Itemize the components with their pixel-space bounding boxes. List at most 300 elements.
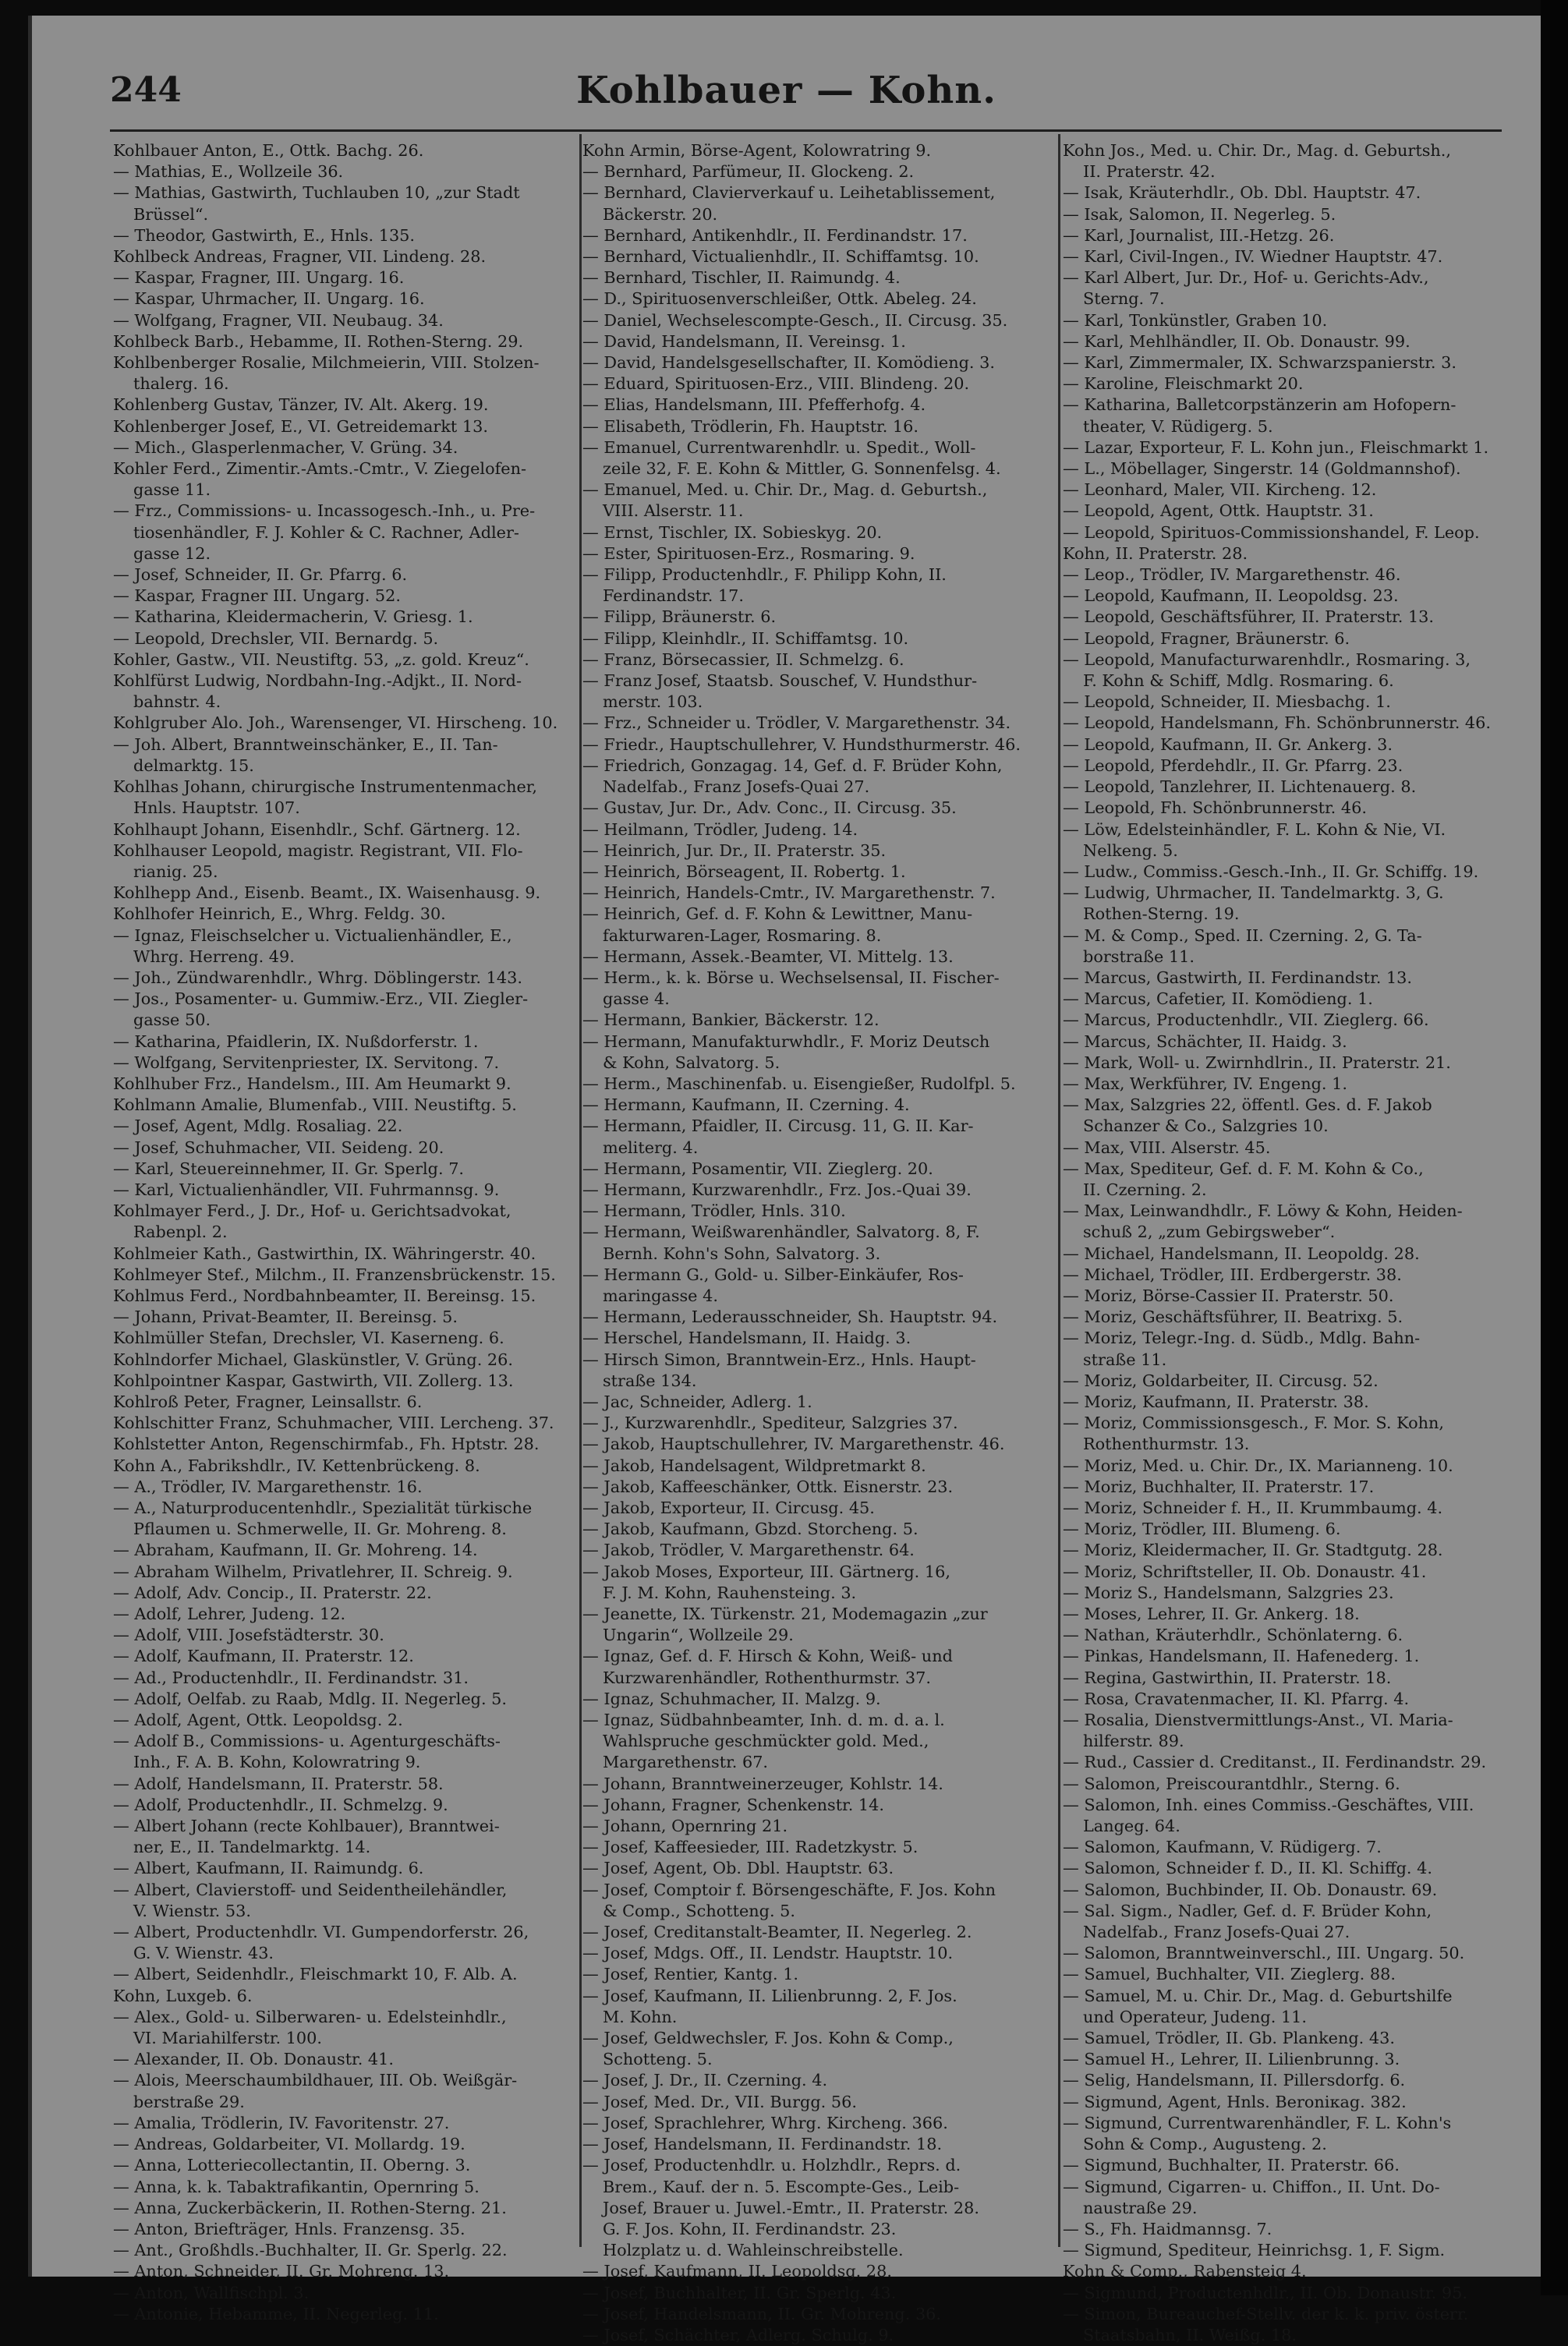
directory-entry-line: Bernh. Kohn's Sohn, Salvatorg. 3. — [603, 1244, 881, 1263]
directory-entry-line: — Josef, Creditanstalt-Beamter, II. Negerleg. 2. — [582, 1923, 972, 1942]
directory-entry-line: — Sal. Sigm., Nadler, Gef. d. F. Brüder Kohn, — [1063, 1901, 1432, 1920]
directory-entry-line: — Rud., Cassier d. Creditanst., II. Ferdinandstr. 29. — [1063, 1753, 1487, 1772]
directory-entry-line: — Frz., Schneider u. Trödler, V. Margarethenstr. 34. — [582, 713, 1011, 733]
directory-entry-line: — Albert, Kaufmann, II. Raimundg. 6. — [113, 1859, 424, 1878]
directory-entry-line: — Josef, Med. Dr., VII. Burgg. 56. — [582, 2092, 857, 2111]
directory-entry-line: — Mathias, Gastwirth, Tuchlauben 10, „zur Stadt — [113, 183, 520, 203]
directory-entry-line: — Elias, Handelsmann, III. Pfefferhofg. 4. — [582, 395, 926, 415]
directory-entry-line: — M. & Comp., Sped. II. Czerning. 2, G. Ta- — [1063, 925, 1422, 945]
directory-entry-line: — Leop., Trödler, IV. Margarethenstr. 46. — [1063, 565, 1401, 585]
directory-entry-line: VI. Mariahilferstr. 100. — [133, 2029, 322, 2048]
directory-entry-line: Kohlhauser Leopold, magistr. Registrant, VII. Flo- — [113, 840, 523, 860]
directory-entry-line: — Josef, Rentier, Kantg. 1. — [582, 1965, 799, 1984]
directory-entry-line: — Leopold, Handelsmann, Fh. Schönbrunnerstr. 46. — [1063, 713, 1491, 733]
directory-page — [28, 16, 1541, 2344]
directory-entry-line: — Josef, Schneider, II. Gr. Pfarrg. 6. — [113, 565, 408, 585]
directory-entry-line: Kohlgruber Alo. Joh., Warensenger, VI. Hirscheng. 10. — [113, 713, 558, 733]
directory-entry-line: Sohn & Comp., Augusteng. 2. — [1083, 2135, 1327, 2154]
directory-entry-line: Kohlhaupt Johann, Eisenhdlr., Schf. Gärtnerg. 12. — [113, 819, 521, 839]
directory-entry-line: — Marcus, Productenhdlr., VII. Zieglerg. 66. — [1063, 1010, 1429, 1030]
directory-entry-line: Schotteng. 5. — [603, 2050, 713, 2069]
directory-entry-line: — Heinrich, Jur. Dr., II. Praterstr. 35. — [582, 840, 887, 860]
directory-entry-line: delmarktg. 15. — [133, 755, 254, 775]
directory-entry-line: Kohlmus Ferd., Nordbahnbeamter, II. Bereinsg. 15. — [113, 1286, 536, 1305]
directory-entry-line: Kohn Jos., Med. u. Chir. Dr., Mag. d. Geburtsh., — [1063, 141, 1451, 160]
directory-entry-line: — Moriz, Goldarbeiter, II. Circusg. 52. — [1063, 1371, 1379, 1390]
directory-entry-line: Nadelfab., Franz Josefs-Quai 27. — [603, 777, 870, 797]
directory-entry-line: — Hermann, Lederausschneider, Sh. Hauptstr. 94. — [582, 1307, 998, 1327]
directory-entry-line: — Max, Spediteur, Gef. d. F. M. Kohn & Co., — [1063, 1159, 1424, 1178]
directory-entry-line: merstr. 103. — [603, 692, 703, 712]
directory-entry-line: — Leopold, Manufacturwarenhdlr., Rosmaring. 3, — [1063, 649, 1471, 669]
directory-entry-line: — J., Kurzwarenhdlr., Spediteur, Salzgries 37. — [582, 1414, 958, 1433]
directory-entry-line: — Moriz, Schriftsteller, II. Ob. Donaustr. 41. — [1063, 1562, 1427, 1581]
directory-entry-line: — Karl, Victualienhändler, VII. Fuhrmannsg. 9. — [113, 1180, 500, 1199]
directory-entry-line: fakturwaren-Lager, Rosmaring. 8. — [603, 925, 882, 945]
directory-entry-line: — Sigmund, Agent, Hnls. Beroniкag. 382. — [1063, 2092, 1407, 2111]
directory-entry-line: straße 134. — [603, 1371, 697, 1390]
directory-entry-line: — Selig, Handelsmann, II. Pillersdorfg. 6. — [1063, 2071, 1406, 2090]
directory-entry-line: Rothenthurmstr. 13. — [1083, 1435, 1250, 1454]
page-header — [32, 62, 1541, 125]
directory-entry-line: — Moriz, Trödler, III. Blumeng. 6. — [1063, 1520, 1341, 1539]
directory-entry-line: — Lazar, Exporteur, F. L. Kohn jun., Fleischmarkt 1. — [1063, 437, 1489, 457]
directory-entry-line: — Josef, Schächter, Adlerg. Schulg. 9. — [582, 2325, 894, 2344]
directory-entry-line: — Leopold, Fh. Schönbrunnerstr. 46. — [1063, 798, 1367, 818]
directory-entry-line: — Josef, Kaffeesieder, III. Radetzkystr. 5. — [582, 1838, 919, 1857]
directory-entry-line: — Löw, Edelsteinhändler, F. L. Kohn & Nie, VI. — [1063, 819, 1446, 839]
directory-entry-line: — Leopold, Fragner, Bräunerstr. 6. — [1063, 628, 1350, 648]
directory-entry-line: — Rosalia, Dienstvermittlungs-Anst., VI. Maria- — [1063, 1711, 1453, 1730]
directory-entry-line: — Karl, Civil-Ingen., IV. Wiedner Hauptstr. 47. — [1063, 247, 1443, 267]
directory-entry-line: Kohlfürst Ludwig, Nordbahn-Ing.-Adjkt., II. Nord- — [113, 671, 522, 691]
directory-entry-line: — Amalia, Trödlerin, IV. Favoritenstr. 27. — [113, 2113, 450, 2132]
directory-entry-line: — Karl, Steuereinnehmer, II. Gr. Sperlg. 7. — [113, 1159, 465, 1178]
directory-entry-line: — Abraham, Kaufmann, II. Gr. Mohreng. 14. — [113, 1541, 478, 1560]
directory-entry-line: — Salomon, Schneider f. D., II. Kl. Schiffg. 4. — [1063, 1859, 1432, 1878]
directory-entry-line: — David, Handelsgesellschafter, II. Komödieng. 3. — [582, 353, 995, 373]
directory-entry-line: — Anton, Schneider, II. Gr. Mohreng. 13. — [113, 2262, 450, 2281]
directory-entry-line: — Adolf, Handelsmann, II. Praterstr. 58. — [113, 1774, 444, 1793]
directory-entry-line: — Moriz, Börse-Cassier II. Praterstr. 50. — [1063, 1286, 1394, 1305]
directory-entry-line: — Salomon, Inh. eines Commiss.-Geschäftes, VIII. — [1063, 1795, 1474, 1814]
directory-entry-line: — Wolfgang, Servitenpriester, IX. Servitong. 7. — [113, 1053, 500, 1072]
directory-entry-line: gasse 4. — [603, 989, 670, 1009]
directory-entry-line: — Samuel, Trödler, II. Gb. Plankeng. 43. — [1063, 2029, 1395, 2048]
directory-entry-line: — Jakob, Trödler, V. Margarethenstr. 64. — [582, 1541, 915, 1560]
directory-entry-line: — Jakob, Exporteur, II. Circusg. 45. — [582, 1499, 875, 1517]
directory-entry-line: — L., Möbellager, Singerstr. 14 (Goldmannshof). — [1063, 459, 1461, 479]
scan-edge — [1541, 0, 1568, 2295]
directory-entry-line: — Karl Albert, Jur. Dr., Hof- u. Gerichts-Adv., — [1063, 268, 1429, 288]
directory-entry-line: II. Praterstr. 42. — [1083, 162, 1216, 182]
directory-entry-line: — Moses, Lehrer, II. Gr. Ankerg. 18. — [1063, 1605, 1360, 1624]
page-number: 244 — [110, 70, 182, 110]
directory-entry-line: — Heinrich, Gef. d. F. Kohn & Lewittner, Manu- — [582, 904, 973, 924]
directory-entry-line: — Anna, Lotteriecollectantin, II. Oberng. 3. — [113, 2156, 471, 2175]
directory-entry-line: — Theodor, Gastwirth, E., Hnls. 135. — [113, 225, 416, 245]
directory-entry-line: — Moriz, Kleidermacher, II. Gr. Stadtgutg. 28. — [1063, 1541, 1443, 1560]
directory-entry-line: — Moriz, Kaufmann, II. Praterstr. 38. — [1063, 1392, 1369, 1411]
directory-entry-line: hilferstr. 89. — [1083, 1732, 1184, 1751]
directory-entry-line: — Leopold, Schneider, II. Miesbachg. 1. — [1063, 692, 1391, 712]
directory-entry-line: — Max, Werkführer, IV. Engeng. 1. — [1063, 1074, 1347, 1093]
directory-entry-line: — Joh., Zündwarenhdlr., Whrg. Döblingerstr. 143. — [113, 968, 522, 987]
directory-entry-line: Kohler, Gastw., VII. Neustiftg. 53, „z. gold. Kreuz“. — [113, 649, 529, 669]
directory-entry-line: Langeg. 64. — [1083, 1817, 1180, 1836]
directory-entry-line: — Bernhard, Antikenhdlr., II. Ferdinandstr. 17. — [582, 225, 968, 245]
directory-entry-line: — Ignaz, Schuhmacher, II. Malzg. 9. — [582, 1689, 881, 1708]
directory-entry-line: und Operateur, Judeng. 11. — [1083, 2007, 1308, 2026]
directory-entry-line: Kohlenberger Josef, E., VI. Getreidemarkt 13. — [113, 416, 488, 436]
directory-entry-line: — Andreas, Goldarbeiter, VI. Mollardg. 19. — [113, 2135, 465, 2154]
column-1 — [113, 140, 581, 2323]
directory-entry-line: rianig. 25. — [133, 862, 218, 881]
directory-entry-line: — Katharina, Pfaidlerin, IX. Nußdorferstr. 1. — [113, 1031, 479, 1051]
directory-entry-line: — Frz., Commissions- u. Incassogesch.-Inh., u. Pre- — [113, 501, 536, 521]
directory-entry-line: — Michael, Handelsmann, II. Leopoldg. 28. — [1063, 1244, 1420, 1263]
directory-entry-line: — Filipp, Bräunerstr. 6. — [582, 607, 777, 627]
directory-entry-line: — Karl, Mehlhändler, II. Ob. Donaustr. 99. — [1063, 331, 1410, 351]
directory-entry-line: G. V. Wienstr. 43. — [133, 1944, 274, 1963]
directory-entry-line: Whrg. Herreng. 49. — [133, 947, 295, 966]
directory-entry-line: Kohlstetter Anton, Regenschirmfab., Fh. Hptstr. 28. — [113, 1435, 540, 1454]
directory-entry-line: — Moriz, Commissionsgesch., F. Mor. S. Kohn, — [1063, 1414, 1444, 1433]
directory-entry-line: theater, V. Rüdigerg. 5. — [1083, 416, 1273, 436]
directory-entry-line: — Hermann, Pfaidler, II. Circusg. 11, G. II. Kar- — [582, 1116, 974, 1136]
directory-entry-line: — Adolf, Kaufmann, II. Praterstr. 12. — [113, 1647, 414, 1666]
directory-entry-line: Josef, Brauer u. Juwel.-Emtr., II. Praterstr. 28. — [603, 2198, 979, 2217]
directory-entry-line: — Heinrich, Börseagent, II. Robertg. 1. — [582, 862, 906, 881]
directory-entry-line: — Eduard, Spirituosen-Erz., VIII. Blindeng. 20. — [582, 374, 970, 394]
directory-entry-line: — Marcus, Cafetier, II. Komödieng. 1. — [1063, 989, 1373, 1009]
directory-entry-line: — Friedrich, Gonzagag. 14, Gef. d. F. Brüder Kohn, — [582, 755, 1003, 775]
directory-entry-line: Wahlspruche geschmückter gold. Med., — [603, 1732, 929, 1751]
directory-entry-line: — Josef, Sprachlehrer, Whrg. Kircheng. 366. — [582, 2113, 948, 2132]
directory-entry-line: — Bernhard, Tischler, II. Raimundg. 4. — [582, 268, 901, 288]
directory-entry-line: berstraße 29. — [133, 2092, 245, 2111]
directory-entry-line: — Kaspar, Fragner III. Ungarg. 52. — [113, 586, 401, 606]
directory-entry-line: G. F. Jos. Kohn, II. Ferdinandstr. 23. — [603, 2219, 897, 2238]
directory-entry-line: Staatsbahn, II. Weißg. 18. — [1083, 2325, 1297, 2344]
directory-entry-line: zeile 32, F. E. Kohn & Mittler, G. Sonnenfelsg. 4. — [603, 459, 1001, 479]
directory-entry-line: — Herm., Maschinenfab. u. Eisengießer, Rudolfpl. 5. — [582, 1074, 1016, 1093]
directory-entry-line: — Jakob, Kaufmann, Gbzd. Storcheng. 5. — [582, 1520, 919, 1539]
directory-entry-line: — Hermann, Kaufmann, II. Czerning. 4. — [582, 1095, 910, 1115]
directory-entry-line: — Adolf, Agent, Ottk. Leopoldsg. 2. — [113, 1711, 403, 1730]
directory-entry-line: — Michael, Trödler, III. Erdbergerstr. 38. — [1063, 1265, 1402, 1284]
directory-entry-line: — Salomon, Branntweinverschl., III. Ungarg. 50. — [1063, 1944, 1465, 1963]
header-rule — [110, 129, 1502, 132]
directory-entry-line: Hnls. Hauptstr. 107. — [133, 798, 300, 818]
directory-entry-line: — Moriz, Buchhalter, II. Praterstr. 17. — [1063, 1477, 1375, 1496]
directory-entry-line: — Leopold, Spirituos-Commissionshandel, F. Leop. — [1063, 522, 1480, 542]
directory-entry-line: — Anna, Zuckerbäckerin, II. Rothen-Sterng. 21. — [113, 2198, 507, 2217]
directory-entry-line: — Albert Johann (recte Kohlbauer), Branntwei- — [113, 1817, 500, 1836]
directory-entry-line: schuß 2, „zum Gebirgsweber“. — [1083, 1223, 1336, 1242]
directory-entry-line: — Josef, J. Dr., II. Czerning. 4. — [582, 2071, 828, 2090]
column-divider — [1058, 134, 1060, 2247]
directory-entry-line: — Alex., Gold- u. Silberwaren- u. Edelsteinhdlr., — [113, 2007, 507, 2026]
directory-entry-line: M. Kohn. — [603, 2007, 678, 2026]
directory-entry-line: — Bernhard, Victualienhdlr., II. Schiffamtsg. 10. — [582, 247, 979, 267]
directory-entry-line: — Filipp, Productenhdlr., F. Philipp Kohn, II. — [582, 565, 947, 585]
directory-entry-line: — Johann, Branntweinerzeuger, Kohlstr. 14. — [582, 1774, 943, 1793]
directory-entry-line: Margarethenstr. 67. — [603, 1753, 769, 1772]
directory-entry-line: Kohlbeck Andreas, Fragner, VII. Lindeng. 28. — [113, 247, 487, 267]
directory-entry-line: — Bernhard, Parfümeur, II. Glockeng. 2. — [582, 162, 915, 182]
directory-entry-line: thalerg. 16. — [133, 374, 229, 394]
directory-entry-line: tiosenhändler, F. J. Kohler & C. Rachner, Adler- — [133, 522, 519, 542]
directory-entry-line: Kohlpointner Kaspar, Gastwirth, VII. Zollerg. 13. — [113, 1371, 514, 1390]
directory-entry-line: — Hermann, Bankier, Bäckerstr. 12. — [582, 1010, 880, 1030]
directory-entry-line: — Leopold, Drechsler, VII. Bernardg. 5. — [113, 628, 439, 648]
directory-entry-line: — Moriz, Telegr.-Ing. d. Südb., Mdlg. Bahn- — [1063, 1329, 1421, 1348]
directory-entry-line: Brüssel“. — [133, 204, 209, 224]
directory-entry-line: ner, E., II. Tandelmarktg. 14. — [133, 1838, 371, 1857]
directory-entry-line: — Herm., k. k. Börse u. Wechselsensal, II. Fischer- — [582, 968, 1000, 987]
directory-entry-line: — Joh. Albert, Branntweinschänker, E., II. Tan- — [113, 734, 498, 754]
directory-entry-line: — Hermann G., Gold- u. Silber-Einkäufer, Ros- — [582, 1265, 964, 1284]
directory-entry-line: — Elisabeth, Trödlerin, Fh. Hauptstr. 16. — [582, 416, 919, 436]
directory-entry-line: — Albert, Seidenhdlr., Fleischmarkt 10, F. Alb. A. — [113, 1965, 518, 1984]
directory-entry-line: — Marcus, Schächter, II. Haidg. 3. — [1063, 1031, 1347, 1051]
directory-entry-line: — Ester, Spirituosen-Erz., Rosmaring. 9. — [582, 543, 915, 563]
directory-entry-line: — Anna, k. k. Tabaktrafikantin, Opernring 5. — [113, 2177, 480, 2196]
directory-entry-line: — Johann, Fragner, Schenkenstr. 14. — [582, 1795, 885, 1814]
directory-entry-line: Pflaumen u. Schmerwelle, II. Gr. Mohreng. 8. — [133, 1520, 507, 1539]
directory-entry-line: VIII. Alserstr. 11. — [603, 501, 744, 521]
directory-entry-line: — Josef, Comptoir f. Börsengeschäfte, F. Jos. Kohn — [582, 1880, 996, 1899]
directory-entry-line: Brem., Kauf. der n. 5. Escompte-Ges., Leib- — [603, 2177, 960, 2196]
directory-entry-line: — Hermann, Posamentir, VII. Zieglerg. 20. — [582, 1159, 933, 1178]
directory-entry-line: — Heilmann, Trödler, Judeng. 14. — [582, 819, 858, 839]
directory-entry-line: Kohlbeck Barb., Hebamme, II. Rothen-Sterng. 29. — [113, 331, 524, 351]
directory-entry-line: — Herschel, Handelsmann, II. Haidg. 3. — [582, 1329, 911, 1348]
directory-entry-line: — Jos., Posamenter- u. Gummiw.-Erz., VII. Ziegler- — [113, 989, 529, 1009]
directory-entry-line: — Adolf, VIII. Josefstädterstr. 30. — [113, 1626, 384, 1645]
directory-entry-line: — Max, VIII. Alserstr. 45. — [1063, 1138, 1271, 1157]
directory-entry-line: — Josef, Handelsmann, II. Ferdinandstr. 18. — [582, 2135, 943, 2154]
directory-entry-line: — Josef, Handelsmann, II. Gr. Mohreng. 36. — [582, 2304, 942, 2323]
directory-entry-line: V. Wienstr. 53. — [133, 1901, 251, 1920]
directory-entry-line: — Leopold, Pferdehdlr., II. Gr. Pfarrg. 23. — [1063, 755, 1403, 775]
running-head: Kohlbauer — Kohn. — [576, 69, 996, 112]
directory-entry-line: maringasse 4. — [603, 1286, 718, 1305]
directory-entry-line: — Adolf, Lehrer, Judeng. 12. — [113, 1605, 346, 1624]
directory-entry-line: — Bernhard, Clavierverkauf u. Leihetablissement, — [582, 183, 996, 203]
directory-entry-line: Rothen-Sterng. 19. — [1083, 904, 1240, 924]
directory-entry-line: — Josef, Agent, Mdlg. Rosaliag. 22. — [113, 1116, 403, 1136]
directory-entry-line: — Adolf, Productenhdlr., II. Schmelzg. 9. — [113, 1795, 448, 1814]
directory-entry-line: — Isak, Kräuterhdlr., Ob. Dbl. Hauptstr. 47. — [1063, 183, 1421, 203]
directory-entry-line: — Pinkas, Handelsmann, II. Hafenederg. 1. — [1063, 1647, 1420, 1666]
directory-entry-line: F. Kohn & Schiff, Mdlg. Rosmaring. 6. — [1083, 671, 1394, 691]
directory-entry-line: — Alexander, II. Ob. Donaustr. 41. — [113, 2050, 395, 2069]
directory-entry-line: & Comp., Schotteng. 5. — [603, 1901, 796, 1920]
directory-entry-line: — Antonie, Hebamme, II. Negerleg. 11. — [113, 2304, 439, 2323]
directory-entry-line: straße 11. — [1083, 1350, 1167, 1369]
directory-entry-line: — Leopold, Agent, Ottk. Hauptstr. 31. — [1063, 501, 1374, 521]
directory-entry-line: — Max, Leinwandhdlr., F. Löwy & Kohn, Heiden- — [1063, 1201, 1463, 1221]
directory-entry-line: F. J. M. Kohn, Rauhensteing. 3. — [603, 1583, 857, 1602]
directory-entry-line: Kohlmüller Stefan, Drechsler, VI. Kaserneng. 6. — [113, 1329, 504, 1348]
directory-entry-line: — Leopold, Kaufmann, II. Gr. Ankerg. 3. — [1063, 734, 1393, 754]
directory-entry-line: — Albert, Clavierstoff- und Seidentheilehändler, — [113, 1880, 508, 1899]
directory-entry-line: Kohlhofer Heinrich, E., Whrg. Feldg. 30. — [113, 904, 446, 924]
directory-entry-line: Kohn A., Fabrikshdlr., IV. Kettenbrückeng. 8. — [113, 1456, 480, 1475]
directory-entry-line: bahnstr. 4. — [133, 692, 221, 712]
directory-entry-line: — Anton, Briefträger, Hnls. Franzensg. 35. — [113, 2219, 465, 2238]
directory-entry-line: — Jac, Schneider, Adlerg. 1. — [582, 1392, 812, 1411]
directory-entry-line: — Karl, Journalist, III.-Hetzg. 26. — [1063, 225, 1335, 245]
column-3 — [1063, 140, 1535, 2344]
directory-entry-line: — Albert, Productenhdlr. VI. Gumpendorferstr. 26, — [113, 1923, 529, 1942]
directory-entry-line: Kohlenberg Gustav, Tänzer, IV. Alt. Akerg. 19. — [113, 395, 489, 415]
directory-entry-line: — Ad., Productenhdlr., II. Ferdinandstr. 31. — [113, 1668, 469, 1687]
directory-entry-line: — Daniel, Wechselescompte-Gesch., II. Circusg. 35. — [582, 310, 1008, 330]
directory-entry-line: — Sigmund, Cigarren- u. Chiffon., II. Unt. Do- — [1063, 2177, 1440, 2196]
directory-entry-line: — Hermann, Manufakturwhdlr., F. Moriz Deutsch — [582, 1031, 990, 1051]
directory-entry-line: — Moriz, Med. u. Chir. Dr., IX. Marianneng. 10. — [1063, 1456, 1453, 1475]
directory-entry-line: — Mathias, E., Wollzeile 36. — [113, 162, 344, 182]
directory-entry-line: gasse 50. — [133, 1010, 211, 1030]
directory-entry-line: — Mark, Woll- u. Zwirnhdlrin., II. Praterstr. 21. — [1063, 1053, 1451, 1072]
directory-entry-line: — Moriz S., Handelsmann, Salzgries 23. — [1063, 1583, 1394, 1602]
directory-entry-line: — Ludwig, Uhrmacher, II. Tandelmarktg. 3, G. — [1063, 883, 1444, 903]
directory-entry-line: — Josef, Productenhdlr. u. Holzhdlr., Reprs. d. — [582, 2156, 961, 2175]
directory-entry-line: — Sigmund, Spediteur, Heinrichsg. 1, F. Sigm. — [1063, 2241, 1446, 2260]
directory-entry-line: Kohn, Luxgeb. 6. — [113, 1986, 253, 2005]
directory-entry-line: — Sigmund, Productenhdlr., II. Ob. Donaustr. 95. — [1063, 2283, 1467, 2302]
directory-entry-line: — Ignaz, Fleischselcher u. Victualienhändler, E., — [113, 925, 512, 945]
directory-entry-line: — Leopold, Tanzlehrer, II. Lichtenauerg. 8. — [1063, 777, 1417, 797]
directory-entry-line: — Hermann, Kurzwarenhdlr., Frz. Jos.-Quai 39. — [582, 1180, 972, 1199]
directory-entry-line: — A., Naturproducentenhdlr., Spezialität türkische — [113, 1499, 533, 1517]
directory-entry-line: II. Czerning. 2. — [1083, 1180, 1207, 1199]
directory-entry-line: Schanzer & Co., Salzgries 10. — [1083, 1116, 1329, 1136]
directory-entry-line: — Josef, Schuhmacher, VII. Seideng. 20. — [113, 1138, 444, 1157]
directory-entry-line: Kohlhepp And., Eisenb. Beamt., IX. Waisenhausg. 9. — [113, 883, 541, 903]
directory-entry-line: Ferdinandstr. 17. — [603, 586, 744, 606]
directory-entry-line: — Hermann, Weißwarenhändler, Salvatorg. 8, F. — [582, 1223, 980, 1242]
directory-entry-line: — Franz Josef, Staatsb. Souschef, V. Hundsthur- — [582, 671, 978, 691]
directory-entry-line: Kurzwarenhändler, Rothenthurmstr. 37. — [603, 1668, 931, 1687]
directory-entry-line: — Ignaz, Südbahnbeamter, Inh. d. m. d. a. l. — [582, 1711, 945, 1730]
directory-entry-line: — Salomon, Preiscourantdhlr., Sterng. 6. — [1063, 1774, 1400, 1793]
directory-entry-line: meliterg. 4. — [603, 1138, 699, 1157]
directory-entry-line: Kohlschitter Franz, Schuhmacher, VIII. Lercheng. 37. — [113, 1414, 554, 1433]
directory-entry-line: — Jeanette, IX. Türkenstr. 21, Modemagazin „zur — [582, 1605, 988, 1624]
directory-entry-line: — Moriz, Geschäftsführer, II. Beatrixg. 5. — [1063, 1307, 1403, 1327]
directory-entry-line: — Jakob, Kaffeeschänker, Ottk. Eisnerstr. 23. — [582, 1477, 954, 1496]
directory-entry-line: — Rosa, Cravatenmacher, II. Kl. Pfarrg. 4. — [1063, 1689, 1410, 1708]
directory-entry-line: — Anton, Wallfischpl. 3. — [113, 2283, 310, 2302]
directory-entry-line: Kohlbauer Anton, E., Ottk. Bachg. 26. — [113, 141, 424, 160]
directory-entry-line: Kohler Ferd., Zimentir.-Amts.-Cmtr., V. Ziegelofen- — [113, 459, 527, 479]
directory-entry-line: — Leonhard, Maler, VII. Kircheng. 12. — [1063, 480, 1377, 500]
directory-entry-line: — Samuel, M. u. Chir. Dr., Mag. d. Geburtshilfe — [1063, 1986, 1453, 2005]
directory-entry-line: Kohn & Comp., Rabensteig 4. — [1063, 2262, 1307, 2281]
directory-entry-line: — Ant., Großhdls.-Buchhalter, II. Gr. Sperlg. 22. — [113, 2241, 508, 2260]
directory-entry-line: — Moriz, Schneider f. H., II. Krummbaumg. 4. — [1063, 1499, 1443, 1517]
directory-entry-line: — Karl, Zimmermaler, IX. Schwarzspanierstr. 3. — [1063, 353, 1457, 373]
directory-entry-line: — Jakob, Handelsagent, Wildpretmarkt 8. — [582, 1456, 926, 1475]
column-2 — [582, 140, 1055, 2344]
directory-entry-line: — Josef, Agent, Ob. Dbl. Hauptstr. 63. — [582, 1859, 894, 1878]
directory-entry-line: Holzplatz u. d. Wahleinschreibstelle. — [603, 2241, 904, 2260]
directory-entry-line: — Mich., Glasperlenmacher, V. Grüng. 34. — [113, 437, 458, 457]
directory-entry-line: — Hermann, Assek.-Beamter, VI. Mittelg. 13. — [582, 947, 954, 966]
directory-entry-line: Kohlmeyer Stef., Milchm., II. Franzensbrückenstr. 15. — [113, 1265, 556, 1284]
directory-entry-line: — Adolf, Oelfab. zu Raab, Mdlg. II. Negerleg. 5. — [113, 1689, 508, 1708]
directory-entry-line: — Salomon, Kaufmann, V. Rüdigerg. 7. — [1063, 1838, 1382, 1857]
directory-entry-line: Kohlmann Amalie, Blumenfab., VIII. Neustiftg. 5. — [113, 1095, 517, 1115]
directory-entry-line: — Karl, Tonkünstler, Graben 10. — [1063, 310, 1328, 330]
directory-entry-line: Nadelfab., Franz Josefs-Quai 27. — [1083, 1923, 1350, 1942]
directory-entry-line: — Sigmund, Currentwarenhändler, F. L. Kohn's — [1063, 2113, 1452, 2132]
directory-entry-line: — Salomon, Buchbinder, II. Ob. Donaustr. 69. — [1063, 1880, 1438, 1899]
directory-entry-line: — Friedr., Hauptschullehrer, V. Hundsthurmerstr. 46. — [582, 734, 1021, 754]
directory-entry-line: — Josef, Buchhalter, II. Gr. Sperlg. 43. — [582, 2283, 897, 2302]
directory-entry-line: Kohn Armin, Börse-Agent, Kolowratring 9. — [582, 141, 932, 160]
directory-entry-line: — Josef, Kaufmann, II. Lilienbrunng. 2, F. Jos. — [582, 1986, 957, 2005]
directory-entry-line: — Emanuel, Med. u. Chir. Dr., Mag. d. Geburtsh., — [582, 480, 988, 500]
directory-entry-line: — Filipp, Kleinhdlr., II. Schiffamtsg. 10. — [582, 628, 909, 648]
directory-entry-line: — Leopold, Geschäftsführer, II. Praterstr. 13. — [1063, 607, 1435, 627]
directory-entry-line: Kohlhuber Frz., Handelsm., III. Am Heumarkt 9. — [113, 1074, 511, 1093]
directory-entry-line: — David, Handelsmann, II. Vereinsg. 1. — [582, 331, 906, 351]
directory-entry-line: — Isak, Salomon, II. Negerleg. 5. — [1063, 204, 1336, 224]
directory-entry-line: Ungarin“, Wollzeile 29. — [603, 1626, 794, 1645]
directory-entry-line: — Nathan, Kräuterhdlr., Schönlaterng. 6. — [1063, 1626, 1403, 1645]
directory-entry-line: — Karoline, Fleischmarkt 20. — [1063, 374, 1304, 394]
directory-entry-line: Kohlndorfer Michael, Glaskünstler, V. Grüng. 26. — [113, 1350, 513, 1369]
directory-entry-line: — Katharina, Balletcorpstänzerin am Hofopern- — [1063, 395, 1457, 415]
directory-entry-line: — Wolfgang, Fragner, VII. Neubaug. 34. — [113, 310, 444, 330]
directory-entry-line: gasse 12. — [133, 543, 211, 563]
directory-entry-line: — Simon, Bureauchef-Stellv. der k. k. priv. österr. — [1063, 2304, 1469, 2323]
directory-entry-line: — Marcus, Gastwirth, II. Ferdinandstr. 13. — [1063, 968, 1413, 987]
directory-entry-line: borstraße 11. — [1083, 947, 1195, 966]
directory-entry-line: — Jakob, Hauptschullehrer, IV. Margarethenstr. 46. — [582, 1435, 1005, 1454]
directory-entry-line: Sterng. 7. — [1083, 289, 1165, 309]
directory-entry-line: — Hirsch Simon, Branntwein-Erz., Hnls. Haupt- — [582, 1350, 976, 1369]
directory-entry-line: — Katharina, Kleidermacherin, V. Griesg. 1. — [113, 607, 473, 627]
directory-entry-line: — Sigmund, Buchhalter, II. Praterstr. 66. — [1063, 2156, 1400, 2175]
directory-entry-line: — Ernst, Tischler, IX. Sobieskyg. 20. — [582, 522, 883, 542]
directory-entry-line: Kohlmayer Ferd., J. Dr., Hof- u. Gerichtsadvokat, — [113, 1201, 511, 1221]
directory-entry-line: Kohlmeier Kath., Gastwirthin, IX. Währingerstr. 40. — [113, 1244, 536, 1263]
directory-entry-line: — Heinrich, Handels-Cmtr., IV. Margarethenstr. 7. — [582, 883, 996, 903]
directory-entry-line: Rabenpl. 2. — [133, 1223, 228, 1242]
directory-entry-line: — Samuel H., Lehrer, II. Lilienbrunng. 3. — [1063, 2050, 1400, 2069]
directory-entry-line: — Gustav, Jur. Dr., Adv. Conc., II. Circusg. 35. — [582, 798, 957, 818]
directory-entry-line: — Josef, Mdgs. Off., II. Lendstr. Hauptstr. 10. — [582, 1944, 954, 1963]
directory-entry-line: — Regina, Gastwirthin, II. Praterstr. 18. — [1063, 1668, 1392, 1687]
directory-entry-line: — Ignaz, Gef. d. F. Hirsch & Kohn, Weiß- und — [582, 1647, 953, 1666]
directory-entry-line: — Franz, Börsecassier, II. Schmelzg. 6. — [582, 649, 904, 669]
directory-entry-line: — Adolf B., Commissions- u. Agenturgeschäfts- — [113, 1732, 501, 1751]
directory-entry-line: gasse 11. — [133, 480, 211, 500]
directory-entry-line: — Johann, Opernring 21. — [582, 1817, 788, 1836]
directory-entry-line: — Josef, Geldwechsler, F. Jos. Kohn & Comp., — [582, 2029, 954, 2048]
directory-entry-line: — Alois, Meerschaumbildhauer, III. Ob. Weißgär- — [113, 2071, 518, 2090]
directory-entry-line: — Emanuel, Currentwarenhdlr. u. Spedit., Woll- — [582, 437, 976, 457]
directory-entry-line: Kohlbenberger Rosalie, Milchmeierin, VIII. Stolzen- — [113, 353, 540, 373]
directory-entry-line: — Samuel, Buchhalter, VII. Zieglerg. 88. — [1063, 1965, 1396, 1984]
directory-entry-line: — Josef, Kaufmann, II. Leopoldsg. 28. — [582, 2262, 892, 2281]
